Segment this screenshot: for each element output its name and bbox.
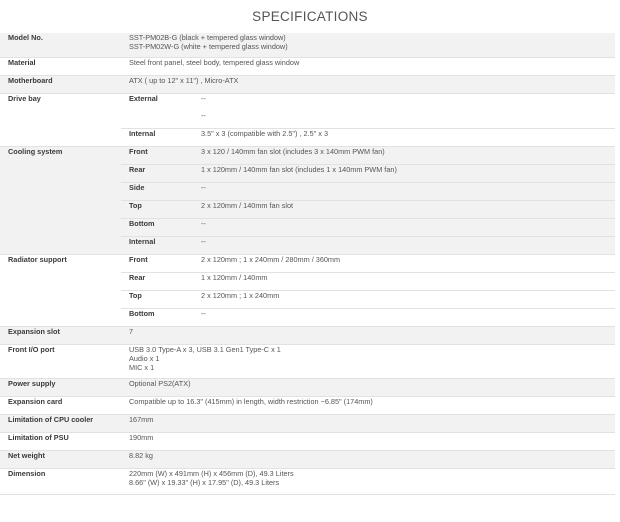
spec-label: Drive bay bbox=[0, 93, 121, 146]
spec-row-expansion-slot bbox=[0, 326, 615, 344]
dimension-metric: 220mm (W) x 491mm (H) x 456mm (D), 49.3 Liters bbox=[129, 468, 294, 478]
spec-value: Optional PS2(ATX) bbox=[121, 378, 615, 396]
spec-value: Compatible up to 16.3" (415mm) in length, width restriction ~6.85" (174mm) bbox=[121, 396, 615, 414]
spec-value: -- bbox=[193, 182, 615, 200]
spec-row-cpu-cooler bbox=[0, 414, 615, 432]
spec-value: 2 x 120mm / 140mm fan slot bbox=[193, 200, 615, 218]
spec-sublabel: Side bbox=[121, 182, 193, 200]
spec-row-model bbox=[0, 33, 615, 57]
spec-row-cooling-front bbox=[0, 146, 615, 164]
model-value-black: SST-PM02B-G (black + tempered glass window) bbox=[129, 33, 286, 42]
spec-label: Material bbox=[0, 57, 121, 75]
spec-row-motherboard bbox=[0, 75, 615, 93]
spec-value: 1 x 120mm / 140mm fan slot (includes 1 x 140mm PWM fan) bbox=[193, 164, 615, 182]
spec-sublabel: Internal bbox=[121, 236, 193, 254]
spec-row-power-supply bbox=[0, 378, 615, 396]
spec-value: -- bbox=[193, 308, 615, 326]
model-value-white: SST-PM02W-G (white + tempered glass window) bbox=[129, 42, 288, 51]
spec-value bbox=[121, 468, 615, 494]
spec-label: Motherboard bbox=[0, 75, 121, 93]
spec-value: 1 x 120mm / 140mm bbox=[193, 272, 615, 290]
spec-value: 190mm bbox=[121, 432, 615, 450]
spec-value: 167mm bbox=[121, 414, 615, 432]
spec-value: 2 x 120mm ; 1 x 240mm bbox=[193, 290, 615, 308]
spec-value: -- bbox=[193, 93, 615, 111]
spec-row-dimension bbox=[0, 468, 615, 494]
spec-sublabel: Top bbox=[121, 200, 193, 218]
spec-value: 3.5" x 3 (compatible with 2.5") , 2.5" x 3 bbox=[193, 128, 615, 146]
spec-row-expansion-card bbox=[0, 396, 615, 414]
spec-row-front-io bbox=[0, 344, 615, 378]
spec-sublabel: Rear bbox=[121, 272, 193, 290]
spec-sublabel: Rear bbox=[121, 164, 193, 182]
spec-value: 3 x 120 / 140mm fan slot (includes 3 x 140mm PWM fan) bbox=[193, 146, 615, 164]
spec-row-drive-bay-external bbox=[0, 93, 615, 111]
front-io-audio: Audio x 1 bbox=[129, 353, 160, 363]
spec-sublabel: Bottom bbox=[121, 308, 193, 326]
spec-sublabel: Front bbox=[121, 254, 193, 272]
spec-label: Radiator support bbox=[0, 254, 121, 326]
spec-row-psu bbox=[0, 432, 615, 450]
spec-label: Net weight bbox=[0, 450, 121, 468]
spec-value: -- bbox=[193, 236, 615, 254]
spec-label: Expansion card bbox=[0, 396, 121, 414]
spec-label: Model No. bbox=[0, 33, 121, 57]
dimension-imperial: 8.66" (W) x 19.33" (H) x 17.95" (D), 49.3 Liters bbox=[129, 477, 280, 487]
spec-label: Limitation of PSU bbox=[0, 432, 121, 450]
spec-value: 7 bbox=[121, 326, 615, 344]
spec-label: Power supply bbox=[0, 378, 121, 396]
spec-sublabel: Bottom bbox=[121, 218, 193, 236]
spec-sublabel: Internal bbox=[121, 128, 193, 146]
spec-label: Limitation of CPU cooler bbox=[0, 414, 121, 432]
spec-sublabel: External bbox=[121, 93, 193, 111]
spec-value: Steel front panel, steel body, tempered glass window bbox=[121, 57, 615, 75]
front-io-usb: USB 3.0 Type-A x 3, USB 3.1 Gen1 Type-C x 1 bbox=[129, 344, 281, 354]
spec-value: 2 x 120mm ; 1 x 240mm / 280mm / 360mm bbox=[193, 254, 615, 272]
front-io-mic: MIC x 1 bbox=[129, 362, 155, 372]
spec-label: Cooling system bbox=[0, 146, 121, 254]
spec-value bbox=[121, 33, 615, 57]
spec-value: -- bbox=[193, 111, 615, 128]
spec-label: Front I/O port bbox=[0, 344, 121, 378]
spec-value: 8.82 kg bbox=[121, 450, 615, 468]
specifications-table bbox=[0, 33, 615, 495]
spec-row-net-weight bbox=[0, 450, 615, 468]
spec-value: ATX ( up to 12" x 11") , Micro-ATX bbox=[121, 75, 615, 93]
spec-sublabel: Top bbox=[121, 290, 193, 308]
spec-sublabel: Front bbox=[121, 146, 193, 164]
spec-row-radiator-front bbox=[0, 254, 615, 272]
spec-value: -- bbox=[193, 218, 615, 236]
page-title: SPECIFICATIONS bbox=[252, 9, 368, 24]
spec-label: Expansion slot bbox=[0, 326, 121, 344]
spec-label: Dimension bbox=[0, 468, 121, 494]
spec-row-material bbox=[0, 57, 615, 75]
spec-value bbox=[121, 344, 615, 378]
